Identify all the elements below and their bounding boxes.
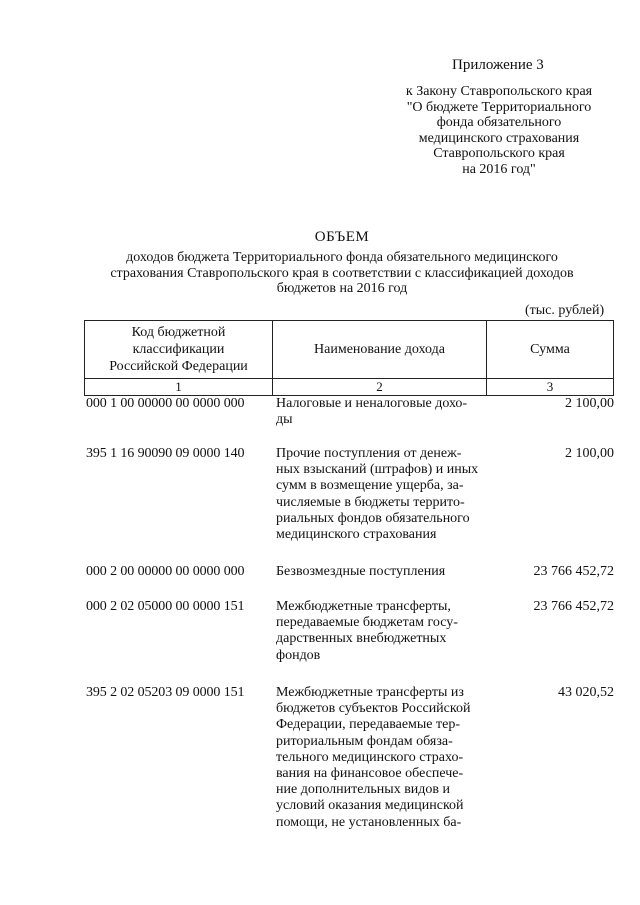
row-code: 000 2 02 05000 00 0000 151 bbox=[86, 599, 245, 614]
header-code-line: Код бюджетной bbox=[131, 325, 226, 340]
subtitle-line: доходов бюджета Территориального фонда обязательного медицинского bbox=[126, 250, 558, 265]
header-labels-row bbox=[85, 321, 613, 378]
row-name: Безвозмездные поступления bbox=[276, 564, 446, 579]
header-sum bbox=[487, 321, 613, 378]
reference-line: медицинского страхования bbox=[418, 130, 580, 146]
reference-line: Ставропольского края bbox=[433, 146, 565, 161]
header-numbers-row bbox=[85, 378, 613, 395]
row-sum: 23 766 452,72 bbox=[533, 599, 614, 614]
appendix-reference bbox=[388, 84, 610, 177]
header-sum-line: Сумма bbox=[530, 342, 570, 357]
row-code: 000 1 00 00000 00 0000 000 bbox=[86, 396, 245, 411]
table-header bbox=[84, 320, 614, 396]
row-name: Прочие поступления от денеж- ных взысканий (штрафов) и иных сумм в возмещение ущерба, за- числяемые в бюджеты террито- риальных фондов обязательного медицинского страхования bbox=[276, 446, 479, 543]
reference-line: "О бюджете Территориального bbox=[406, 99, 592, 115]
row-code: 395 2 02 05203 09 0000 151 bbox=[86, 685, 245, 700]
reference-line: фонда обязательного bbox=[436, 115, 562, 130]
row-name: Межбюджетные трансферты из бюджетов субъектов Российской Федерации, передаваемые тер- риториальным фондам обяза- тельного медицинского страхо- вания на финансовое обеспече- ние дополнительных видов и условий оказания медицинской помощи, не установленных ба- bbox=[276, 685, 471, 830]
units-label: (тыс. рублей) bbox=[525, 303, 605, 318]
row-code: 000 2 00 00000 00 0000 000 bbox=[86, 564, 245, 579]
row-sum: 2 100,00 bbox=[565, 396, 614, 411]
document-subtitle bbox=[86, 250, 598, 297]
header-code-line: Российской Федерации bbox=[109, 359, 248, 374]
row-code: 395 1 16 90090 09 0000 140 bbox=[86, 446, 245, 461]
document-title: ОБЪЕМ bbox=[314, 229, 370, 245]
header-code bbox=[85, 321, 273, 378]
row-sum: 2 100,00 bbox=[565, 446, 614, 461]
row-sum: 43 020,52 bbox=[558, 685, 614, 700]
column-number: 2 bbox=[273, 379, 487, 395]
subtitle-line: страхования Ставропольского края в соответствии с классификацией доходов bbox=[110, 265, 574, 281]
reference-line: на 2016 год" bbox=[462, 161, 536, 177]
subtitle-line: бюджетов на 2016 год bbox=[276, 281, 408, 296]
column-number: 1 bbox=[85, 379, 273, 395]
header-name-line: Наименование дохода bbox=[314, 342, 445, 357]
row-name: Налоговые и неналоговые дохо- ды bbox=[276, 396, 468, 428]
header-name bbox=[273, 321, 487, 378]
row-name: Межбюджетные трансферты, передаваемые бюджетам госу- дарственных внебюджетных фондов bbox=[276, 599, 458, 663]
header-code-line: классификации bbox=[132, 342, 225, 357]
column-number: 3 bbox=[546, 379, 554, 394]
appendix-title: Приложение 3 bbox=[452, 57, 544, 73]
reference-line: к Закону Ставропольского края bbox=[405, 84, 593, 99]
row-sum: 23 766 452,72 bbox=[533, 564, 614, 579]
